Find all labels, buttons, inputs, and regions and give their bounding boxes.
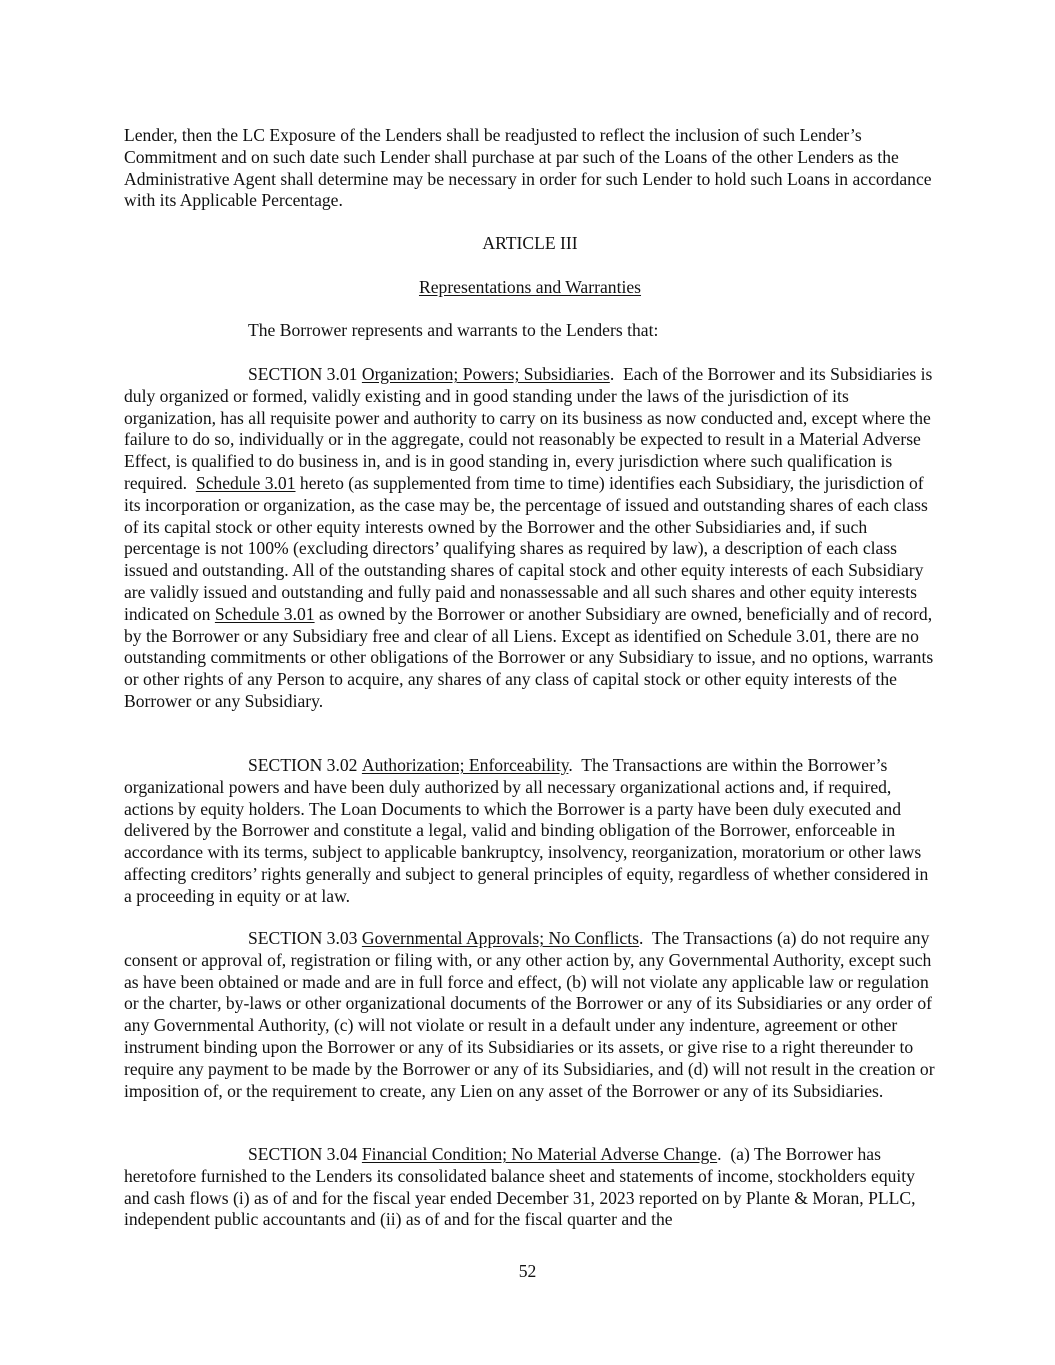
section-number: SECTION 3.02 bbox=[248, 755, 358, 775]
article-title bbox=[124, 277, 936, 299]
section-body: hereto (as supplemented from time to time) identifies each Subsidiary, the jurisdiction of its incorporation or organization, as the case may be, the percentage of issued and outstanding shares of each class of its capital stock or other equity interests owned by the Borrower and the other Subsidiaries and, if such percentage is not 100% (excluding directors’ qualifying shares as required by law), a description of each class issued and outstanding. All of the outstanding shares of capital stock and other equity interests of each Subsidiary are validly issued and outstanding and fully paid and nonassessable and all such shares and other equity interests indicated on bbox=[124, 472, 928, 624]
section-title: Governmental Approvals; No Conflicts bbox=[361, 928, 639, 948]
intro-paragraph: Lender, then the LC Exposure of the Lenders shall be readjusted to reflect the inclusion of such Lender’s Commitment and on such date such Lender shall purchase at par such of the Loans of the other Lenders as the Administrative Agent shall determine may be necessary in order for such Lender to hold such Loans in accordance with its Applicable Percentage. bbox=[124, 125, 932, 211]
section-number: SECTION 3.01 bbox=[248, 364, 358, 384]
section-body: The Transactions (a) do not require any consent or approval of, registration or filing with, or any other action by, any Governmental Authority, except such as have been obtained or made and are in full force and effect, (b) will not violate any applicable law or regulation or the charter, by-laws or other organizational documents of the Borrower or any of its Subsidiaries or any order of any Governmental Authority, (c) will not violate or result in a default under any indenture, agreement or other instrument binding upon the Borrower or any of its Subsidiaries or its assets, or give rise to a right thereunder to require any payment to be made by the Borrower or any of its Subsidiaries, and (d) will not result in the creation or imposition of, or the requirement to create, any Lien on any asset of the Borrower or any of its Subsidiaries. bbox=[124, 928, 935, 1101]
section-number: SECTION 3.04 bbox=[248, 1144, 358, 1164]
section-body: (a) The Borrower has heretofore furnished to the Lenders its consolidated balance sheet and statements of income, stockholders equity and cash flows (i) as of and for the fiscal year ended December 31, 2023 reported on by Plante & Moran, PLLC, independent public accountants and (ii) as of and for the fiscal quarter and the bbox=[124, 1144, 916, 1230]
schedule-reference: Schedule 3.01 bbox=[214, 603, 315, 624]
section-title: Organization; Powers; Subsidiaries bbox=[361, 364, 610, 384]
section-body: The Transactions are within the Borrower’s organizational powers and have been duly authorized by all necessary organizational actions and, if required, actions by equity holders. The Loan Documents to which the Borrower is a party have been duly executed and delivered by the Borrower and constitute a legal, valid and binding obligation of the Borrower, enforceable in accordance with its terms, subject to applicable bankruptcy, insolvency, reorganization, moratorium or other laws affecting creditors’ rights generally and subject to general principles of equity, regardless of whether considered in a proceeding in equity or at law. bbox=[124, 755, 929, 906]
section-body: as owned by the Borrower or another Subsidiary are owned, beneficially and of record, by the Borrower or any Subsidiary free and clear of all Liens. Except as identified on Schedule 3.01, there are no outstanding commitments or other obligations of the Borrower or any Subsidiary to issue, and no options, warrants or other rights of any Person to acquire, any shares of any class of capital stock or other equity interests of the Borrower or any Subsidiary. bbox=[124, 603, 934, 711]
section-3-04: SECTION 3.04 Financial Condition; No Material Adverse Change. (a) The Borrower has heretofore furnished to the Lenders its consolidated balance sheet and statements of income, stockholders equity and cash flows (i) as of and for the fiscal year ended December 31, 2023 reported on by Plante & Moran, PLLC, independent public accountants and (ii) as of and for the fiscal quarter and the bbox=[124, 1144, 916, 1230]
article-title-text: Representations and Warranties bbox=[418, 277, 642, 297]
section-title: Authorization; Enforceability bbox=[361, 755, 569, 775]
section-3-02: SECTION 3.02 Authorization; Enforceability. The Transactions are within the Borrower’s organizational powers and have been duly authorized by all necessary organizational actions and, if required, actions by equity holders. The Loan Documents to which the Borrower is a party have been duly executed and delivered by the Borrower and constitute a legal, valid and binding obligation of the Borrower, enforceable in accordance with its terms, subject to applicable bankruptcy, insolvency, reorganization, moratorium or other laws affecting creditors’ rights generally and subject to general principles of equity, regardless of whether considered in a proceeding in equity or at law. bbox=[124, 755, 929, 906]
page-number: 52 bbox=[518, 1261, 537, 1281]
article-heading: ARTICLE III bbox=[482, 233, 578, 253]
section-number: SECTION 3.03 bbox=[248, 928, 358, 948]
section-body: Each of the Borrower and its Subsidiaries is duly organized or formed, validly existing and in good standing under the laws of the jurisdiction of its organization, has all requisite power and authority to carry on its business as now conducted and, except where the failure to do so, individually or in the aggregate, could not reasonably be expected to result in a Material Adverse Effect, is qualified to do business in, and is in good standing in, every jurisdiction where such qualification is required. bbox=[124, 364, 933, 493]
lead-in-paragraph: The Borrower represents and warrants to the Lenders that: bbox=[248, 320, 659, 340]
section-3-03: SECTION 3.03 Governmental Approvals; No Conflicts. The Transactions (a) do not require any consent or approval of, registration or filing with, or any other action by, any Governmental Authority, except such as have been obtained or made and are in full force and effect, (b) will not violate any applicable law or regulation or the charter, by-laws or other organizational documents of the Borrower or any of its Subsidiaries or any order of any Governmental Authority, (c) will not violate or result in a default under any indenture, agreement or other instrument binding upon the Borrower or any of its Subsidiaries or its assets, or give rise to a right thereunder to require any payment to be made by the Borrower or any of its Subsidiaries, and (d) will not result in the creation or imposition of, or the requirement to create, any Lien on any asset of the Borrower or any of its Subsidiaries. bbox=[124, 928, 935, 1101]
section-title: Financial Condition; No Material Adverse Change bbox=[361, 1144, 718, 1164]
section-3-01: SECTION 3.01 Organization; Powers; Subsidiaries. Each of the Borrower and its Subsidiaries is duly organized or formed, validly existing and in good standing under the laws of the jurisdiction of its organization, has all requisite power and authority to carry on its business as now conducted and, except where the failure to do so, individually or in the aggregate, could not reasonably be expected to result in a Material Adverse Effect, is qualified to do business in, and is in good standing in, every jurisdiction where such qualification is required. Schedule 3.01 hereto (as supplemented from time to time) identifies each Subsidiary, the jurisdiction of its incorporation or organization, as the case may be, the percentage of issued and outstanding shares of each class of its capital stock or other equity interests owned by the Borrower and the other Subsidiaries and, if such percentage is not 100% (excluding directors’ qualifying shares as required by law), a description of each class issued and outstanding. All of the outstanding shares of capital stock and other equity interests of each Subsidiary are validly issued and outstanding and fully paid and nonassessable and all such shares and other equity interests indicated on Schedule 3.01 as owned by the Borrower or another Subsidiary are owned, beneficially and of record, by the Borrower or any Subsidiary free and clear of all Liens. Except as identified on Schedule 3.01, there are no outstanding commitments or other obligations of the Borrower or any Subsidiary to issue, and no options, warrants or other rights of any Person to acquire, any shares of any class of capital stock or other equity interests of the Borrower or any Subsidiary. bbox=[124, 364, 934, 711]
schedule-reference: Schedule 3.01 bbox=[195, 472, 296, 493]
